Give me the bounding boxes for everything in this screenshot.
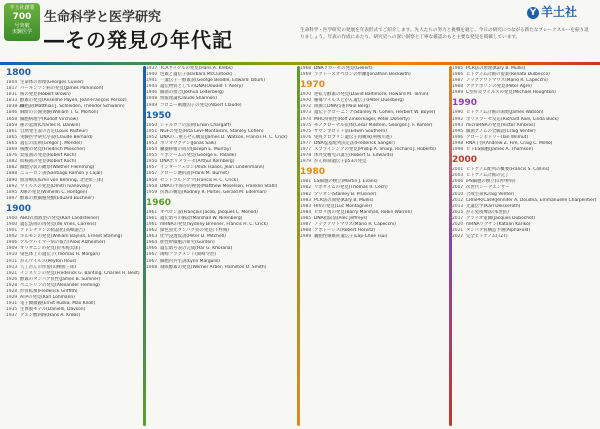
- entry-year: 1979: [300, 159, 312, 165]
- entry-text: 自然発生説の否定(Louis Pasteur): [20, 128, 88, 134]
- entry-text: 人工がんの作製(山極勝三郎): [20, 264, 77, 270]
- entry-text: ペニシリンの発見(Alexander Fleming): [20, 282, 100, 288]
- entry-year: 2015: [452, 209, 464, 215]
- entry-year: 1900: [6, 221, 18, 227]
- entry-text: 組換えDNA技術(Paul Berg): [314, 104, 370, 110]
- entry-text: 生命体の原理(Georges Cuvier): [20, 80, 84, 85]
- entry-text: プリオン(Stanley B. Prusiner): [314, 191, 377, 197]
- logo-icon: Y: [527, 7, 539, 19]
- entry-year: 2001: [452, 167, 464, 173]
- entry-text: 酵素のタンパク質性(James B. Sumner): [20, 276, 101, 282]
- decade-heading: 1960: [146, 197, 172, 208]
- entry-year: 1990: [452, 110, 464, 116]
- entry-text: 細菌の接合(Joshua Lederberg): [160, 90, 224, 96]
- entry-year: 1988: [300, 228, 312, 234]
- entry-text: インターフェロン(Alick Isaacs, Jean Lindenmann): [160, 165, 265, 171]
- entry-text: 結核菌の発見(Robert Koch): [20, 159, 77, 165]
- entry-text: ヒトゲノム計画の提案(Renato Dulbecco): [466, 72, 550, 78]
- entry-year: 1909: [6, 246, 18, 252]
- entry-text: ポリメラーゼ反応(Richard Axel, Linda Buck): [466, 116, 559, 122]
- entry-year: 1949: [146, 102, 158, 108]
- badge-number: 700: [12, 12, 32, 22]
- timeline-entry: [146, 265, 296, 271]
- entry-year: 1902: [6, 234, 18, 240]
- entry-text: 遺伝物質としてのDNA(Oswald T. Avery): [160, 84, 244, 90]
- timeline-entry: [6, 313, 142, 319]
- entry-year: 1963: [146, 234, 158, 240]
- timeline-entry: [452, 147, 596, 153]
- entry-text: 色素と遺伝子(Barbara McClintock): [160, 72, 233, 78]
- entry-text: 遺伝暗号表の完成(Har G. Khorana): [160, 246, 233, 252]
- entry-text: パーキンソン病の発見(James Parkinson): [20, 86, 104, 92]
- entry-year: 1937: [146, 66, 158, 71]
- entry-year: 1865: [6, 134, 18, 140]
- entry-year: 1986: [452, 72, 464, 78]
- color-strip: [0, 62, 600, 65]
- entry-text: DNAの二重らせん構造(James D. Watson, Francis H. C. Crick): [160, 134, 288, 140]
- entry-year: 1859: [6, 122, 18, 128]
- entry-text: DNAリガーゼの発見(Gellert): [314, 66, 373, 71]
- entry-text: インスリンの発見(Frederick G. Banting, Charles H. Best): [20, 270, 140, 276]
- entry-text: 完全ヒトゲノム(T2T): [466, 234, 508, 240]
- entry-text: ABO式血液型の発見(Karl Landsteiner): [20, 215, 100, 221]
- entry-text: ヒトゲノム計画の完了: [466, 173, 510, 179]
- entry-year: 1958: [146, 177, 158, 183]
- entry-text: iPS細胞の樹立(山中伸弥): [466, 179, 516, 185]
- entry-year: 1941: [146, 78, 158, 84]
- entry-year: 1921: [6, 270, 18, 276]
- entry-year: 1888: [6, 171, 18, 177]
- entry-year: 1955: [146, 153, 158, 159]
- timeline-entry: [300, 159, 448, 165]
- entry-text: クローン選択説(Frank M. Burnet): [160, 171, 229, 177]
- entry-year: 1948: [146, 96, 158, 102]
- entry-year: 1989: [300, 234, 312, 240]
- entry-year: 2006: [452, 179, 464, 185]
- entry-year: 1977: [300, 140, 312, 146]
- page-title: ―その発見の年代記: [44, 28, 233, 52]
- entry-year: 1861: [6, 128, 18, 134]
- entry-year: 1897: [6, 195, 18, 201]
- entry-year: 1996: [452, 134, 464, 140]
- entry-text: NGFの発見(Rita Levi-Montalcini, Stanley Cohen): [160, 128, 264, 134]
- entry-year: 1895: [6, 189, 18, 195]
- entry-year: 1973: [300, 110, 312, 116]
- badge-bottom: 実験医学: [11, 29, 32, 35]
- entry-year: 1961: [146, 221, 158, 227]
- timeline-entry: [300, 234, 448, 240]
- entry-text: 細菌ゲノムの全解読(Craig Venter): [466, 128, 536, 134]
- entry-text: 化学浸透仮説(Peter D. Mitchell): [160, 234, 226, 240]
- entry-text: アポトーシス(Robert Horvitz): [314, 228, 376, 234]
- entry-year: 1958: [146, 183, 158, 189]
- entry-text: モノクローナル抗体(César Milstein, Georges J. F. Köhler): [314, 122, 433, 128]
- entry-year: 1984: [300, 209, 312, 215]
- timeline-column-1: [6, 66, 142, 426]
- header: [0, 0, 600, 62]
- entry-text: 炭疽菌の発見(Robert Koch): [20, 153, 77, 159]
- page-subtitle: 生命科学と医学研究: [44, 10, 162, 25]
- entry-text: 制限酵素の発見(Werner Arber, Hamilton O. Smith): [160, 264, 267, 270]
- entry-year: 1970: [300, 92, 312, 98]
- entry-text: アドレナリンの結晶化(高峰譲吉): [20, 228, 85, 234]
- timeline-entry: [452, 234, 596, 240]
- entry-year: 1975: [300, 128, 312, 134]
- entry-year: 2021: [452, 228, 464, 234]
- entry-year: 1998: [452, 140, 464, 146]
- entry-year: 1944: [146, 84, 158, 90]
- logo-text: 羊土社: [541, 5, 578, 19]
- entry-text: アクアポリンの発見(Peter Agre): [466, 84, 532, 90]
- entry-year: 1906: [6, 240, 18, 246]
- entry-text: 光遺伝学(Karl Deisseroth): [466, 203, 521, 209]
- entry-year: 1804: [6, 80, 18, 85]
- entry-text: ニューロン説(Santiago Ramón y Cajal): [20, 171, 103, 177]
- entry-text: 実験医学研究序説(Claude Bernard): [20, 134, 93, 140]
- entry-text: クライオ電顕(Jacques Dubochet): [466, 215, 536, 221]
- entry-text: 細胞分裂の観察(Walther Flemming): [20, 165, 95, 171]
- entry-year: 1957: [146, 165, 158, 171]
- entry-year: 1982: [300, 185, 312, 191]
- entry-text: 嚢胞性線維症遺伝子(Lap-Chee Tsui): [314, 234, 388, 240]
- timeline-entry: [452, 90, 596, 96]
- entry-text: ATPの発見(Karl Lohmann): [20, 295, 75, 301]
- entry-text: オペロン説(François Jacob, Jacques L. Monod): [160, 209, 258, 215]
- entry-text: 遺伝暗号の解読(Marshall W. Nirenberg): [160, 215, 243, 221]
- entry-year: 1987: [452, 78, 464, 84]
- entry-text: クエン酸回路(Hans A. Krebs): [20, 313, 81, 319]
- entry-text: 腫瘍ウイルスとがん遺伝子(Peter Duesberg): [314, 98, 404, 104]
- entry-year: 1959: [146, 189, 158, 195]
- entry-year: 1951: [146, 128, 158, 134]
- entry-text: ノックアウトマウス(Mario R. Capecchi): [314, 221, 396, 227]
- entry-year: 1953: [146, 140, 158, 146]
- entry-text: シャルガフの法則(Erwin Chargaff): [160, 122, 231, 128]
- entry-year: 1978: [300, 153, 312, 159]
- entry-text: 麻酔の公開実験(William T. G. Morton): [20, 110, 99, 116]
- entry-year: 1993: [452, 122, 464, 128]
- entry-year: 1929: [6, 295, 18, 301]
- entry-year: 1950: [146, 122, 158, 128]
- entry-text: MHC拘束性(Rolf Zinkernagel, Peter Doherty): [314, 116, 410, 122]
- entry-year: 1983: [300, 197, 312, 203]
- entry-year: 1876: [6, 153, 18, 159]
- entry-year: 1976: [300, 134, 312, 140]
- entry-text: RNA干渉(Andrew Z. Fire, Craig C. Mello): [466, 140, 553, 146]
- entry-text: microRNAの発見(Victor Ambros): [466, 122, 536, 128]
- entry-text: がんウイルス(Peyton Rous): [20, 258, 77, 264]
- decade-heading: 1990: [452, 98, 478, 109]
- entry-year: 1911: [6, 258, 18, 264]
- entry-year: 2010: [452, 191, 464, 197]
- entry-year: 2020: [452, 221, 464, 227]
- entry-year: 1846: [6, 110, 18, 116]
- entry-text: 細胞説(Matthias J. Schleiden, Theodor Schwann): [20, 104, 125, 110]
- entry-year: 1892: [6, 183, 18, 189]
- entry-year: 1890: [6, 177, 18, 183]
- entry-text: ウイルスの発見(Dmitri Ivanovsky): [20, 183, 91, 189]
- entry-text: 染色体上の遺伝子(Thomas H. Morgan): [20, 252, 100, 258]
- entry-year: 1961: [146, 215, 158, 221]
- entry-year: 1998: [452, 147, 464, 153]
- entry-text: セントラルドグマ(Francis H. C. Crick): [160, 177, 239, 183]
- entry-text: がん免疫療法(本庶佑): [466, 209, 509, 215]
- entry-year: 1838-39: [6, 104, 25, 110]
- entry-year: 1972: [300, 104, 312, 110]
- entry-text: 遺伝法則の再発見(de Vries, Correns): [20, 221, 97, 227]
- entry-year: 2017: [452, 215, 464, 221]
- entry-text: TCAサイクルの発見(Hans A. Krebs): [160, 66, 233, 71]
- entry-text: DNA指紋法(Alec Jeffreys): [314, 215, 368, 221]
- entry-year: 2022: [452, 234, 464, 240]
- decade-heading: 1900: [6, 203, 32, 214]
- entry-text: 血清療法(Emil von Behring, 北里柴三郎): [20, 177, 104, 183]
- entry-text: 細胞内共生説(Lynn Margulis): [160, 258, 220, 264]
- entry-text: ホルモンの発見(William Bayliss, Ernest Starling): [20, 234, 123, 240]
- entry-year: 1913: [6, 264, 18, 270]
- entry-year: 1928: [6, 289, 18, 294]
- entry-year: 1900: [6, 215, 18, 221]
- entry-text: コロニー刺激因子の発見(Albert Claude): [160, 102, 242, 108]
- entry-year: 1931: [6, 301, 18, 307]
- entry-text: PCR法の開発(Kary B. Mullis): [314, 197, 374, 203]
- entry-year: 1833: [6, 98, 18, 104]
- entry-year: 1961: [146, 209, 158, 215]
- entry-text: C型肝炎ウイルスの発見(Michael Houghton): [466, 90, 556, 96]
- entry-text: 形質転換(Frederick Griffith): [20, 289, 78, 294]
- entry-text: 酵素の発見(Anselme Payen, Jean-François Persoz): [20, 98, 127, 104]
- entry-text: 体外受精児の誕生(Robert G. Edwards): [314, 153, 394, 159]
- timeline-column-4: [452, 66, 596, 426]
- decade-heading: 1950: [146, 110, 172, 121]
- entry-text: 細胞病理学(Rudolf Virchow): [20, 116, 78, 122]
- entry-text: がん抑制遺伝子p53の発見: [314, 159, 367, 165]
- entry-year: 1946: [146, 90, 158, 96]
- entry-text: 岡崎フラグメント(岡崎令治): [160, 252, 217, 258]
- entry-text: 抗体の構造(Rodney R. Porter, Gerald M. Edelman): [160, 189, 267, 195]
- entry-text: ES細胞の樹立(Martin J. Evans): [314, 179, 378, 185]
- decade-heading: 1800: [6, 68, 32, 78]
- entry-text: 免疫グロブリン遺伝子再構成(利根川進): [314, 134, 392, 140]
- entry-text: サザンブロット法(Edwin Southern): [314, 128, 387, 134]
- entry-year: 1989: [452, 90, 464, 96]
- entry-text: 合成生命(Craig Venter): [466, 191, 515, 197]
- entry-text: ピロリ菌の発見(Barry Marshall, Robin Warren): [314, 209, 413, 215]
- entry-year: 1962: [146, 228, 158, 234]
- entry-year: 1940: [146, 72, 158, 78]
- entry-year: 1954: [146, 147, 158, 153]
- entry-text: 胚性幹細胞の研究(Gurdon): [160, 240, 215, 246]
- entry-text: スプライシングの発見(Phillip A. Sharp, Richard J. Roberts): [314, 147, 436, 153]
- timeline-entry: [300, 72, 448, 78]
- entry-year: 2012: [452, 197, 464, 203]
- badge-mid: 号突破: [14, 23, 30, 29]
- entry-year: 1882: [6, 159, 18, 165]
- entry-text: クローン羊ドリー(Ian Wilmut): [466, 134, 529, 140]
- entry-text: ポリオワクチン(Jonas Salk): [160, 140, 217, 146]
- entry-text: 酵素の無細胞発酵(Eduard Buchner): [20, 195, 94, 201]
- entry-text: HIVの発見(Luc Montagnier): [314, 203, 373, 209]
- entry-text: PCR法の原理(Kary B. Mullis): [466, 66, 526, 71]
- entry-year: 1869: [6, 147, 18, 153]
- entry-year: 1935: [6, 307, 18, 313]
- entry-year: 1969: [300, 72, 312, 78]
- entry-year: 1988: [452, 84, 464, 90]
- entry-text: ヒトES細胞(James A. Thomson): [466, 147, 534, 153]
- publisher-logo[interactable]: [527, 3, 577, 20]
- entry-year: 1937: [6, 313, 18, 319]
- entry-text: ノックアウトマウス(Mario R. Capecchi): [466, 78, 548, 84]
- timeline-entry: [146, 103, 296, 109]
- entry-text: 遺伝子クローニング(Stanley N. Cohen, Herbert W. Boyer): [314, 110, 436, 116]
- entry-text: リボソームの発見(George E. Palade): [160, 153, 237, 159]
- entry-year: 1957: [146, 171, 158, 177]
- entry-text: 核の発見(Robert Brown): [20, 92, 71, 98]
- entry-year: 1985: [300, 215, 312, 221]
- entry-year: 1858: [6, 116, 18, 122]
- entry-year: 1831: [6, 92, 18, 98]
- entry-text: リボザイムの発見(Thomas R. Cech): [314, 185, 388, 191]
- entry-year: 1992: [452, 116, 464, 122]
- entry-year: 1967: [146, 252, 158, 258]
- entry-text: 生体膜モデル(Danielli, Davson): [20, 307, 86, 313]
- entry-text: 一遺伝子一酵素説(George Beadle, Edward Tatum): [160, 78, 266, 84]
- entry-year: 1968: [146, 264, 158, 270]
- entry-year: 1817: [6, 86, 18, 92]
- entry-text: ラクトースオペロンの単離(Jonathan Beckwith): [314, 72, 411, 78]
- entry-year: 1956: [146, 159, 158, 165]
- anniversary-badge: [4, 3, 40, 41]
- entry-year: 1865: [6, 140, 18, 146]
- timeline-column-2: [146, 66, 296, 426]
- entry-text: X線の発見(Wilhelm C. Röntgen): [20, 189, 88, 195]
- timeline-entry: [146, 190, 296, 196]
- entry-text: タンパク質構造予測(AlphaFold): [466, 228, 531, 234]
- entry-year: 1982: [300, 191, 312, 197]
- entry-year: 2007: [452, 185, 464, 191]
- entry-text: DNA塩基配列決定法(Frederick Sanger): [314, 140, 395, 146]
- entry-year: 1974: [300, 116, 312, 122]
- entry-year: 1981: [300, 179, 312, 185]
- entry-year: 1910: [6, 252, 18, 258]
- entry-text: DNAの半保存的複製(Matthew Meselson, Franklin Stahl): [160, 183, 278, 189]
- entry-text: DNAポリメラーゼ(Arthur Kornberg): [160, 159, 235, 165]
- entry-year: 2013: [452, 203, 464, 209]
- entry-year: 1987: [300, 221, 312, 227]
- entry-year: 1901: [6, 228, 18, 234]
- entry-year: 1995: [452, 128, 464, 134]
- entry-text: mRNAの発見(Sydney Brenner, Francis H. C. Crick): [160, 221, 268, 227]
- timeline-entry: [6, 196, 142, 202]
- entry-text: 遺伝の法則(Gregor J. Mendel): [20, 140, 82, 146]
- entry-year: 1882: [6, 165, 18, 171]
- entry-year: 1967: [146, 258, 158, 264]
- entry-text: 電子顕微鏡(Ernst Ruska, Max Knoll): [20, 301, 96, 307]
- entry-year: 1975: [300, 122, 312, 128]
- entry-year: 1970: [300, 98, 312, 104]
- entry-text: 緑色蛍光タンパク質の発見(下村脩): [160, 228, 229, 234]
- badge-top: 羊土社創業: [9, 5, 35, 11]
- entry-year: 1926: [6, 276, 18, 282]
- decade-heading: 1970: [300, 80, 326, 91]
- entry-year: 1977: [300, 147, 312, 153]
- entry-text: オリザニンの発見(鈴木梅太郎): [20, 246, 81, 252]
- entry-text: CRISPR/Cas9(Jennifer A. Doudna, Emmanuelle Charpentier): [466, 197, 596, 203]
- entry-text: ヒトゲノム計画の開始(James Watson): [466, 110, 544, 116]
- entry-year: 1928: [6, 282, 18, 288]
- decade-heading: 1980: [300, 167, 326, 178]
- entry-text: 臓器移植の成功(Joseph E. Murray): [160, 147, 232, 153]
- intro-text: 生命科学・医学研究の発展を年表形式でご紹介します。先人たちの努力と挑戦を通じ、今日の研究につながる新たなブレークスルーを振り返りましょう。年表の作成にあたり、研究史への深い洞察と丁寧な確認のもと主要な発見を掲載しています。: [300, 28, 589, 40]
- entry-text: 種の起源(Charles R. Darwin): [20, 122, 81, 128]
- entry-text: 核酸の発見(Friedrich Miescher): [20, 147, 86, 153]
- entry-text: 情報理論(Claude Shannon): [160, 96, 217, 102]
- entry-year: 2003: [452, 173, 464, 179]
- decade-heading: 2000: [452, 155, 478, 166]
- entry-text: mRNAワクチン(Katalin Karikó): [466, 221, 531, 227]
- entry-year: 1985: [452, 66, 464, 71]
- entry-text: アルツハイマー病の報告(Alois Alzheimer): [20, 240, 106, 246]
- entry-text: 逆転写酵素の発見(David Baltimore, Howard M. Temin): [314, 92, 429, 98]
- entry-text: ヒトゲノム配列の概要(Francis S. Collins): [466, 167, 550, 173]
- entry-year: 1968: [300, 66, 312, 71]
- entry-year: 1983: [300, 203, 312, 209]
- timeline-column-3: [300, 66, 448, 426]
- entry-year: 1966: [146, 246, 158, 252]
- entry-year: 1952: [146, 134, 158, 140]
- entry-year: 1964: [146, 240, 158, 246]
- entry-text: 次世代シークエンサー: [466, 185, 510, 191]
